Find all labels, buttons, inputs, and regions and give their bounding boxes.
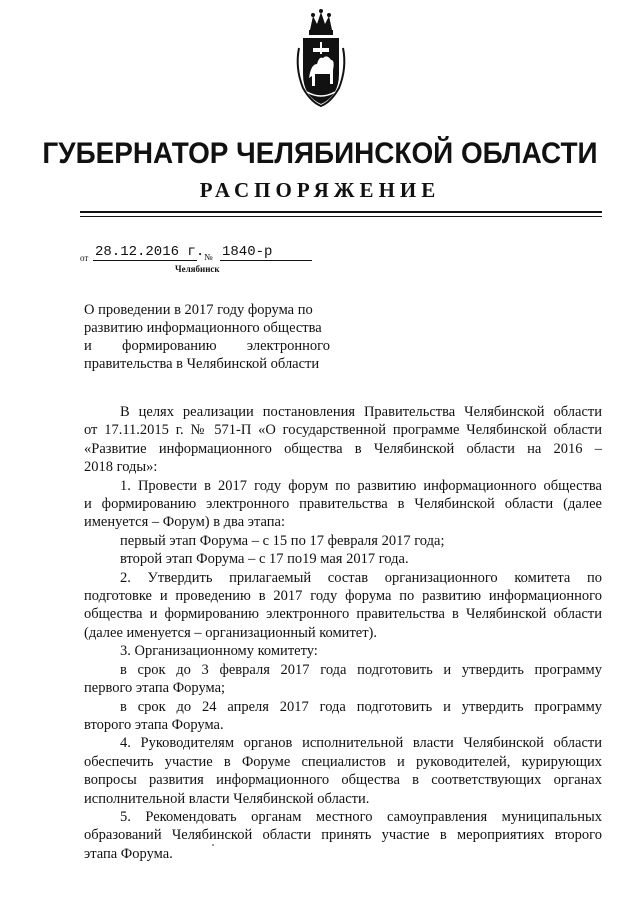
body-line: обеспечить участие в Форуме специалистов и руководителей, курирующих: [84, 753, 602, 770]
header-rule-thick: [80, 211, 602, 213]
document-city: Челябинск: [175, 264, 220, 274]
body-line: 2018 годы»:: [84, 459, 158, 476]
document-subject: [84, 301, 330, 373]
body-line: в срок до 24 апреля 2017 года подготовить и утвердить программу: [120, 698, 602, 715]
body-line: исполнительной власти Челябинской области.: [84, 790, 370, 807]
body-line: первого этапа Форума;: [84, 680, 226, 697]
body-line: подготовке и проведению в 2017 году форума по развитию информационного: [84, 588, 602, 605]
document-body: [84, 403, 602, 863]
subject-line: [84, 337, 330, 355]
body-line: 3. Организационному комитету:: [120, 643, 318, 660]
body-line: общества и формированию электронного правительства в Челябинской области: [84, 606, 602, 623]
body-line: именуется – Форум) в два этапа:: [84, 514, 285, 531]
subject-line: развитию информационного общества: [84, 320, 322, 336]
body-line: 5. Рекомендовать органам местного самоуправления муниципальных: [120, 808, 602, 825]
governor-title: ГУБЕРНАТОР ЧЕЛЯБИНСКОЙ ОБЛАСТИ: [42, 137, 598, 170]
document-date: 28.12.2016 г.: [95, 244, 205, 260]
subject-line: О проведении в 2017 году форума по: [84, 302, 313, 318]
body-line: этапа Форума.: [84, 845, 173, 862]
body-line: второго этапа Форума.: [84, 716, 224, 733]
body-line: 1. Провести в 2017 году форум по развитию информационного общества: [120, 477, 602, 494]
body-line: от 17.11.2015 г. № 571-П «О государственной программе Челябинской области: [84, 422, 602, 439]
body-line: 2. Утвердить прилагаемый состав организационного комитета по: [120, 569, 602, 586]
body-line: В целях реализации постановления Правительства Челябинской области: [120, 404, 602, 420]
scan-speck: [212, 844, 214, 846]
subject-word: и: [84, 338, 92, 354]
date-prefix: от: [80, 253, 89, 263]
body-line: вопросы развития информационного общества в соответствующих органах: [84, 772, 602, 789]
body-line: в срок до 3 февраля 2017 года подготовить и утвердить программу: [120, 661, 602, 678]
header-rule-thin: [80, 216, 602, 217]
body-line: «Развитие информационного общества в Челябинской области на 2016 –: [84, 440, 602, 457]
body-line: образований Челябинской области принять участие в мероприятиях второго: [84, 827, 602, 844]
body-line: второй этап Форума – с 17 по19 мая 2017 года.: [120, 551, 409, 568]
body-line: 4. Руководителям органов исполнительной власти Челябинской области: [120, 735, 602, 752]
number-prefix: №: [204, 252, 213, 262]
subject-word: формированию: [122, 338, 217, 354]
body-line: и формированию электронного правительства в Челябинской области (далее: [84, 496, 602, 513]
subject-line: правительства в Челябинской области: [84, 356, 320, 372]
coat-of-arms-icon: [293, 8, 349, 110]
document-type: РАСПОРЯЖЕНИЕ: [199, 178, 441, 202]
subject-word: электронного: [246, 338, 330, 354]
body-line: первый этап Форума – с 15 по 17 февраля 2017 года;: [120, 532, 445, 549]
body-line: (далее именуется – организационный комитет).: [84, 624, 378, 641]
document-number: 1840-р: [220, 244, 312, 261]
